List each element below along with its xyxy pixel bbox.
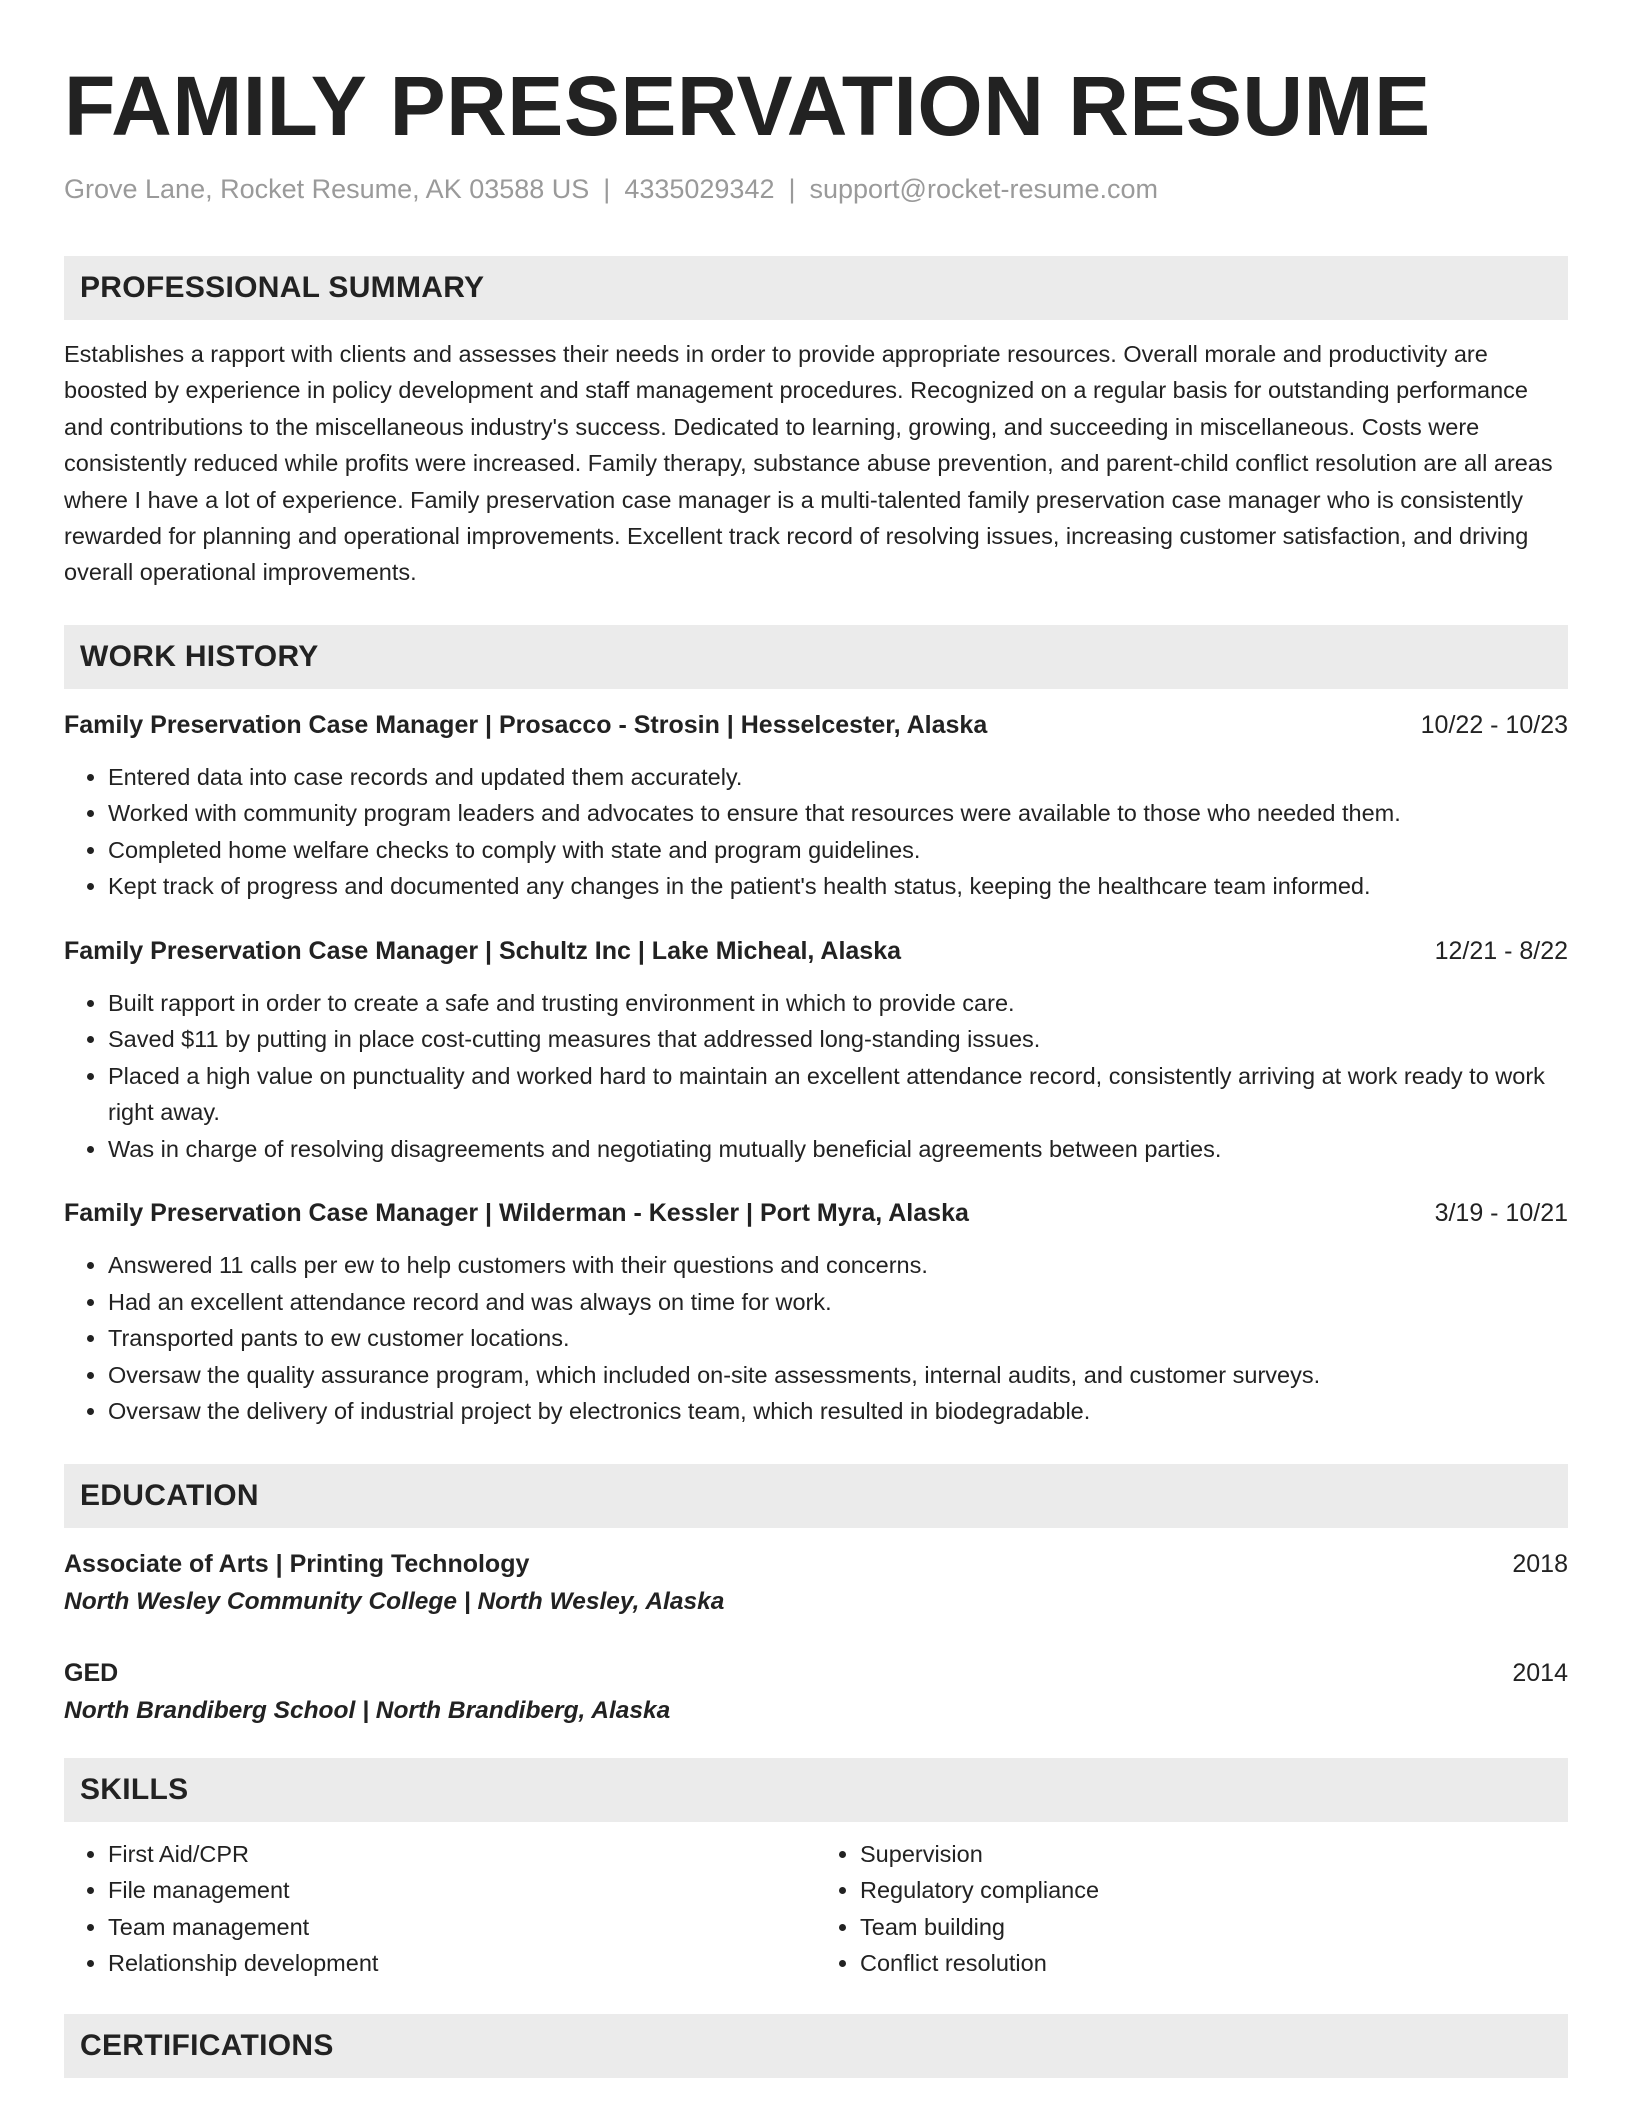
education-school: North Brandiberg School | North Brandiberg, Alaska [64,1696,671,1724]
job-header [64,933,1568,969]
job-header [64,707,1568,743]
job-bullet: • Saved $11 by putting in place cost-cutting measures that addressed long-standing issues. [108,1021,1568,1058]
skills-column-right [816,1836,1568,1982]
job-header [64,1195,1568,1231]
job-bullet: • Answered 11 calls per ew to help customers with their questions and concerns. [108,1247,1568,1284]
job-bullets [64,759,1568,905]
skill-item: • File management [108,1872,816,1909]
job-dates: 3/19 - 10/21 [1434,1199,1568,1228]
contact-phone: 4335029342 [624,174,775,204]
job-entry [64,707,1568,905]
skill-item: • Team building [860,1909,1568,1946]
job-dates: 12/21 - 8/22 [1434,936,1568,965]
section-heading-certifications: CERTIFICATIONS [64,2014,1568,2078]
contact-address: Grove Lane, Rocket Resume, AK 03588 US [64,174,590,204]
job-title: Family Preservation Case Manager | Prosacco - Strosin | Hesselcester, Alaska [64,710,988,739]
contact-line [64,170,1568,208]
contact-separator: | [788,174,796,204]
education-header [64,1546,1568,1583]
job-bullet: • Kept track of progress and documented any changes in the patient's health status, keeping the healthcare team informed. [108,868,1568,905]
education-header [64,1655,1568,1692]
job-bullet: • Worked with community program leaders and advocates to ensure that resources were available to those who needed them. [108,795,1568,832]
job-entry [64,1195,1568,1430]
job-dates: 10/22 - 10/23 [1420,710,1568,739]
job-bullet: • Built rapport in order to create a safe and trusting environment in which to provide care. [108,985,1568,1022]
job-bullet: • Oversaw the quality assurance program, which included on-site assessments, internal audits, and customer surveys. [108,1357,1568,1394]
job-bullet: • Entered data into case records and updated them accurately. [108,759,1568,796]
job-bullet: • Transported pants to ew customer locations. [108,1320,1568,1357]
job-bullet: • Oversaw the delivery of industrial project by electronics team, which resulted in biodegradable. [108,1393,1568,1430]
job-title: Family Preservation Case Manager | Schultz Inc | Lake Micheal, Alaska [64,936,902,965]
education-degree: GED [64,1658,119,1687]
education-entry [64,1546,1568,1621]
job-title: Family Preservation Case Manager | Wilderman - Kessler | Port Myra, Alaska [64,1199,969,1228]
job-entry [64,933,1568,1168]
resume-title: FAMILY PRESERVATION RESUME [64,59,1431,153]
job-bullet: • Had an excellent attendance record and was always on time for work. [108,1284,1568,1321]
skill-item: • Supervision [860,1836,1568,1873]
education-year: 2018 [1512,1549,1568,1578]
skill-item: • First Aid/CPR [108,1836,816,1873]
education-entry [64,1655,1568,1730]
education-degree: Associate of Arts | Printing Technology [64,1549,530,1578]
contact-email: support@rocket-resume.com [809,174,1159,204]
education-year: 2014 [1512,1658,1568,1687]
section-heading-skills: SKILLS [64,1758,1568,1822]
job-bullet: • Completed home welfare checks to comply with state and program guidelines. [108,832,1568,869]
skills-list [64,1836,1568,1982]
section-heading-work-history: WORK HISTORY [64,625,1568,689]
job-bullets [64,985,1568,1168]
job-bullet: • Placed a high value on punctuality and worked hard to maintain an excellent attendance record, consistently arriving at work ready to work right away. [108,1058,1568,1131]
job-bullet: • Was in charge of resolving disagreements and negotiating mutually beneficial agreements between parties. [108,1131,1568,1168]
job-bullets [64,1247,1568,1430]
skill-item: • Regulatory compliance [860,1872,1568,1909]
section-heading-summary: PROFESSIONAL SUMMARY [64,256,1568,320]
skill-item: • Team management [108,1909,816,1946]
skill-item: • Conflict resolution [860,1945,1568,1982]
skills-column-left [64,1836,816,1982]
contact-separator: | [603,174,611,204]
skill-item: • Relationship development [108,1945,816,1982]
section-heading-education: EDUCATION [64,1464,1568,1528]
summary-text: Establishes a rapport with clients and assesses their needs in order to provide appropriate resources. Overall morale and productivity are boosted by experience in policy development and staff management procedures. Recognized on a regular basis for outstanding performance and contributions to the miscellaneous industry's success. Dedicated to learning, growing, and succeeding in miscellaneous. Costs were consistently reduced while profits were increased. Family therapy, substance abuse prevention, and parent-child conflict resolution are all areas where I have a lot of experience. Family preservation case manager is a multi-talented family preservation case manager who is consistently rewarded for planning and operational improvements. Excellent track record of resolving issues, increasing customer satisfaction, and driving overall operational improvements. [64,341,1553,586]
education-school: North Wesley Community College | North Wesley, Alaska [64,1587,725,1615]
